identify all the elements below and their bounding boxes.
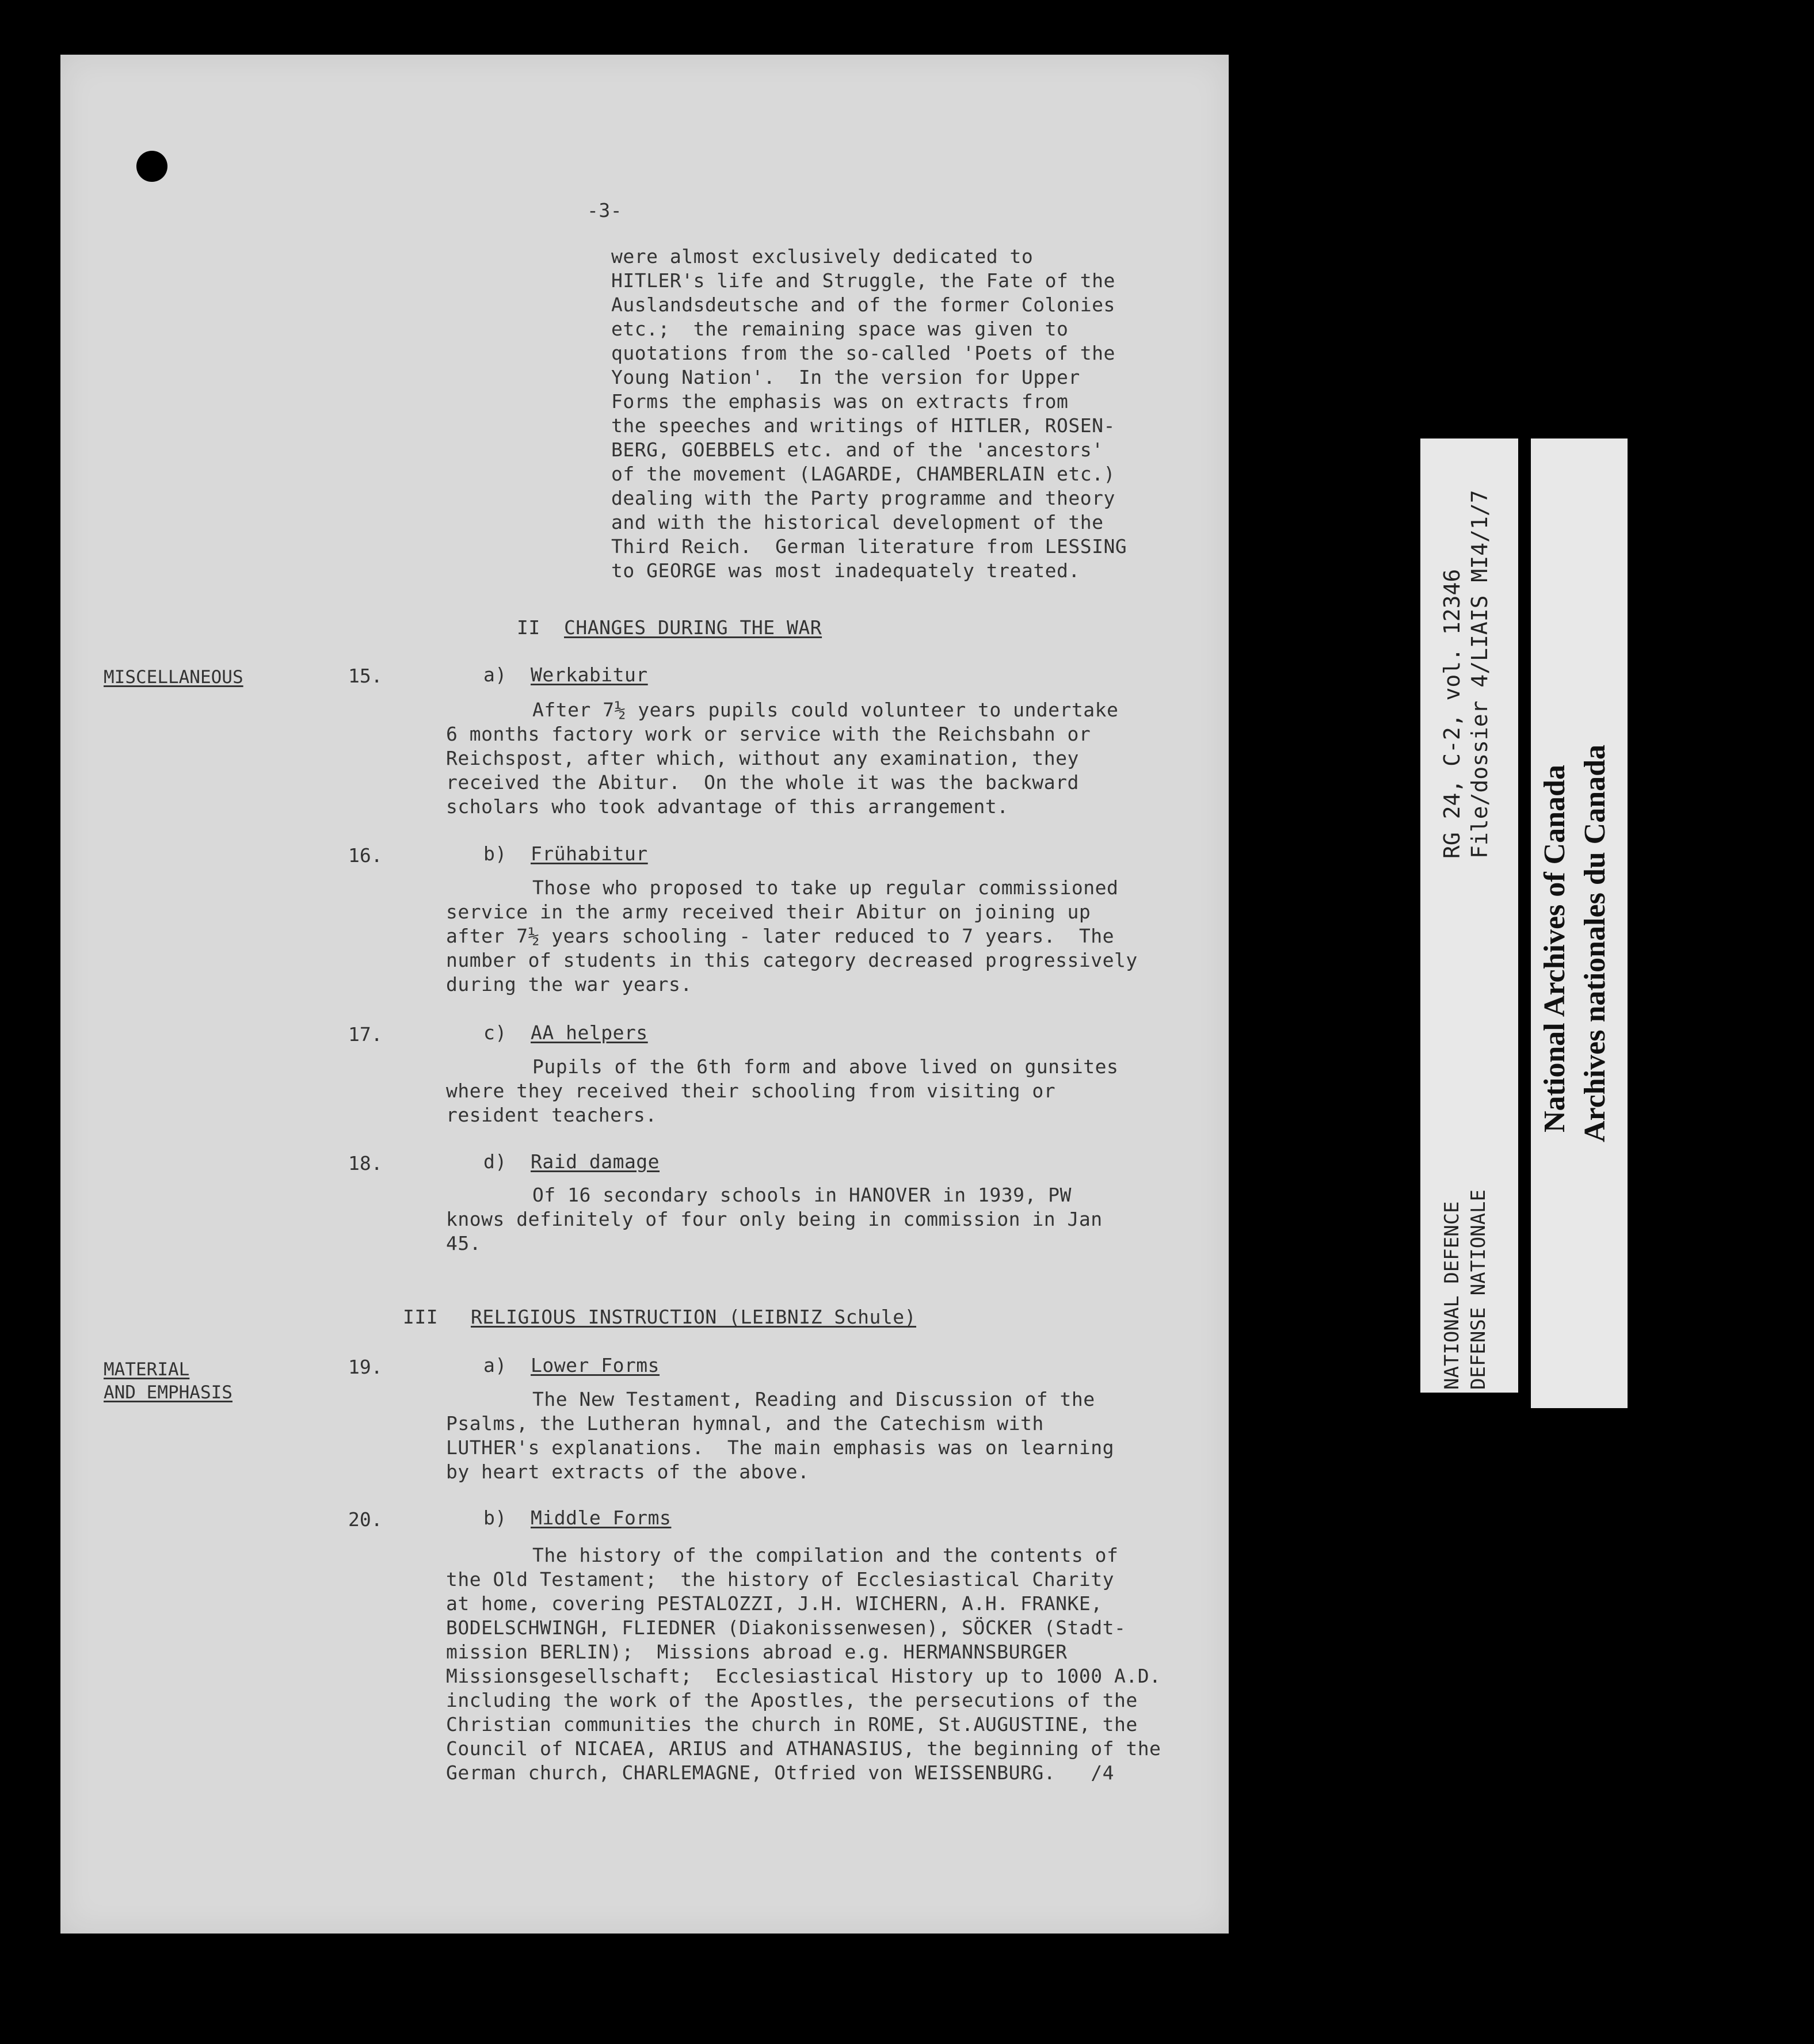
body-line: at home, covering PESTALOZZI, J.H. WICHERN, A.H. FRANKE,: [446, 1592, 1103, 1615]
archives-name-french: Archives nationales du Canada: [1579, 744, 1611, 1142]
intro-line: Young Nation'. In the version for Upper: [611, 366, 1080, 388]
body-line: Pupils of the 6th form and above lived on gunsites: [532, 1055, 1119, 1078]
intro-line: BERG, GOEBBELS etc. and of the 'ancestors': [611, 438, 1104, 461]
punch-hole: [136, 151, 167, 182]
body-line: received the Abitur. On the whole it was the backward: [446, 771, 1079, 794]
para-number: 18.: [348, 1152, 383, 1174]
body-line: resident teachers.: [446, 1104, 657, 1126]
body-line: mission BERLIN); Missions abroad e.g. HERMANNSBURGER: [446, 1641, 1068, 1663]
side-heading-material: MATERIAL: [104, 1359, 190, 1380]
section-3-numeral: III: [403, 1306, 439, 1328]
body-line: Those who proposed to take up regular commissioned: [532, 876, 1119, 899]
body-line: The history of the compilation and the contents of: [532, 1544, 1119, 1566]
dept-line-1: NATIONAL DEFENCE: [1440, 1201, 1464, 1390]
intro-line: of the movement (LAGARDE, CHAMBERLAIN etc.): [611, 463, 1115, 485]
item-heading: Frühabitur: [531, 842, 648, 865]
intro-line: to GEORGE was most inadequately treated.: [611, 559, 1080, 582]
item-heading: Werkabitur: [531, 663, 648, 686]
body-line: after 7½ years schooling - later reduced to 7 years. The: [446, 925, 1114, 947]
item-heading: Raid damage: [531, 1150, 660, 1173]
intro-line: Forms the emphasis was on extracts from: [611, 390, 1069, 413]
intro-line: the speeches and writings of HITLER, ROSEN-: [611, 414, 1115, 437]
body-line: the Old Testament; the history of Ecclesiastical Charity: [446, 1568, 1114, 1591]
body-line: 6 months factory work or service with the Reichsbahn or: [446, 723, 1091, 745]
body-line: service in the army received their Abitur on joining up: [446, 901, 1091, 923]
body-line: scholars who took advantage of this arrangement.: [446, 795, 1009, 818]
item-heading: Lower Forms: [531, 1354, 660, 1376]
para-number: 15.: [348, 665, 383, 687]
body-line: Psalms, the Lutheran hymnal, and the Catechism with: [446, 1412, 1044, 1435]
section-2-title: CHANGES DURING THE WAR: [564, 616, 822, 639]
body-line: where they received their schooling from visiting or: [446, 1080, 1056, 1102]
intro-line: HITLER's life and Struggle, the Fate of the: [611, 269, 1115, 292]
item-letter: b): [483, 842, 507, 865]
page-number: -3-: [587, 199, 623, 222]
body-line: knows definitely of four only being in commission in Jan: [446, 1208, 1103, 1230]
archive-ref-line-2: File/dossier 4/LIAIS MI4/1/7: [1467, 490, 1492, 859]
section-3-title: RELIGIOUS INSTRUCTION (LEIBNIZ Schule): [471, 1306, 916, 1328]
item-heading: Middle Forms: [531, 1507, 672, 1529]
body-line: Missionsgesellschaft; Ecclesiastical History up to 1000 A.D.: [446, 1665, 1161, 1687]
body-line: Reichspost, after which, without any examination, they: [446, 747, 1079, 769]
item-letter: b): [483, 1507, 507, 1529]
body-line: LUTHER's explanations. The main emphasis was on learning: [446, 1436, 1114, 1459]
body-line: After 7½ years pupils could volunteer to undertake: [532, 699, 1119, 721]
body-line: Christian communities the church in ROME, St.AUGUSTINE, the: [446, 1713, 1138, 1736]
archives-name-english: National Archives of Canada: [1538, 765, 1571, 1132]
item-letter: d): [483, 1150, 507, 1173]
intro-line: and with the historical development of the: [611, 511, 1104, 533]
body-line: including the work of the Apostles, the persecutions of the: [446, 1689, 1138, 1711]
para-number: 17.: [348, 1023, 383, 1046]
body-line: BODELSCHWINGH, FLIEDNER (Diakonissenwesen), SÖCKER (Stadt-: [446, 1616, 1126, 1639]
intro-line: quotations from the so-called 'Poets of the: [611, 342, 1115, 364]
body-line: Council of NICAEA, ARIUS and ATHANASIUS, the beginning of the: [446, 1737, 1161, 1760]
para-number: 20.: [348, 1508, 383, 1531]
para-number: 16.: [348, 844, 383, 867]
body-line: during the war years.: [446, 973, 692, 996]
item-heading: AA helpers: [531, 1021, 648, 1044]
body-line: number of students in this category decreased progressively: [446, 949, 1138, 971]
item-letter: a): [483, 663, 507, 686]
body-line: 45.: [446, 1232, 482, 1254]
body-line: German church, CHARLEMAGNE, Otfried von WEISSENBURG. /4: [446, 1761, 1114, 1784]
section-2-numeral: II: [517, 616, 540, 639]
intro-line: were almost exclusively dedicated to: [611, 245, 1034, 268]
body-line: by heart extracts of the above.: [446, 1460, 810, 1483]
archive-ref-line-1: RG 24, C-2, vol. 12346: [1439, 569, 1465, 859]
dept-line-2: DEFENSE NATIONALE: [1467, 1189, 1490, 1390]
item-letter: c): [483, 1021, 507, 1044]
para-number: 19.: [348, 1356, 383, 1378]
item-letter: a): [483, 1354, 507, 1376]
intro-line: etc.; the remaining space was given to: [611, 318, 1069, 340]
body-line: The New Testament, Reading and Discussion of the: [532, 1388, 1095, 1410]
intro-line: Third Reich. German literature from LESSING: [611, 535, 1127, 558]
side-heading-emphasis: AND EMPHASIS: [104, 1382, 233, 1403]
intro-line: Auslandsdeutsche and of the former Colonies: [611, 293, 1115, 316]
intro-line: dealing with the Party programme and theory: [611, 487, 1115, 509]
body-line: Of 16 secondary schools in HANOVER in 1939, PW: [532, 1184, 1072, 1206]
side-heading-miscellaneous: MISCELLANEOUS: [104, 667, 243, 688]
